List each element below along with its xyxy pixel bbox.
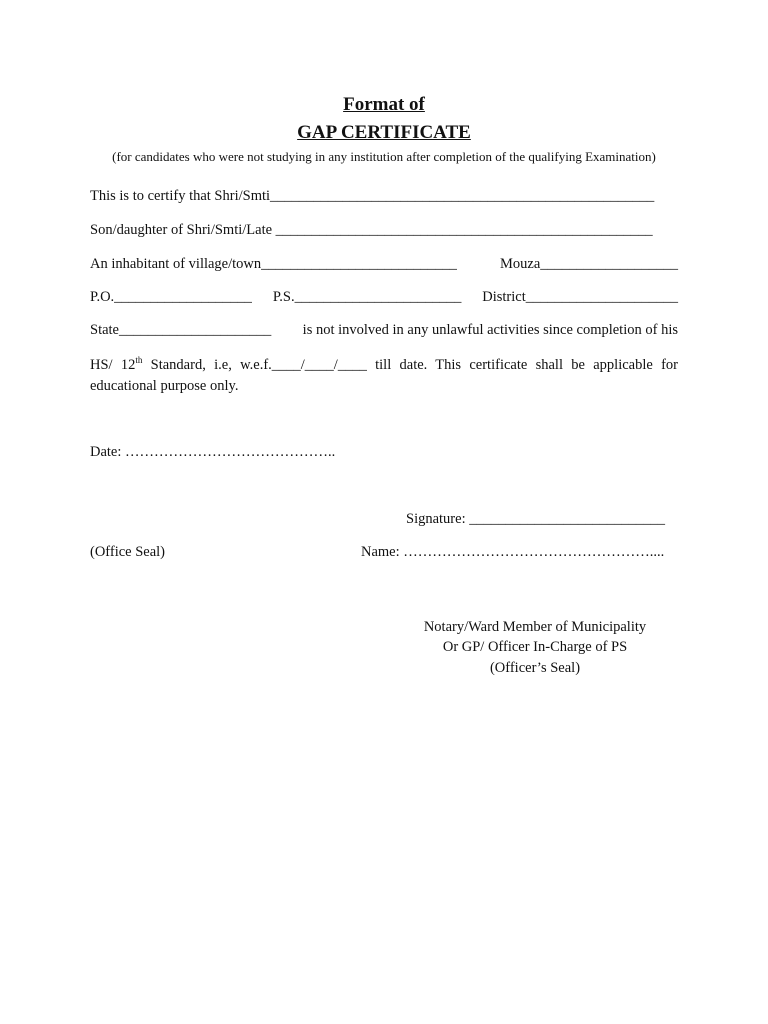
subtitle: (for candidates who were not studying in any institution after completion of the qualifying Examination) — [112, 149, 656, 164]
po-ps-district-line — [90, 289, 678, 306]
village-town-field: An inhabitant of village/town___________________________ — [90, 256, 457, 272]
officer-seal-label: (Officer’s Seal) — [489, 660, 581, 676]
certify-line: This is to certify that Shri/Smti_____________________________________________________ — [90, 188, 655, 204]
superscript-th: th — [135, 355, 143, 366]
hs-text: HS/ 12 — [90, 357, 136, 373]
standard-rest-text: Standard, i.e, w.e.f.____/____/____ till date. This certificate shall be applicable for educational purpose only. — [90, 357, 678, 394]
name-line: Name: …………………………………………….... — [361, 544, 665, 560]
office-seal-label: (Office Seal) — [90, 544, 166, 560]
title-gap-certificate: GAP CERTIFICATE — [297, 122, 471, 143]
po-field: P.O.___________________ — [90, 289, 252, 305]
authority-line-2: Or GP/ Officer In-Charge of PS — [442, 639, 628, 655]
mouza-field: Mouza___________________ — [499, 256, 678, 272]
ps-field: P.S._______________________ — [272, 289, 462, 305]
state-field: State_____________________ — [90, 322, 272, 338]
state-line — [90, 322, 678, 339]
title-format-of: Format of — [343, 94, 425, 115]
state-rest-text: is not involved in any unlawful activities since completion of his — [302, 322, 678, 338]
district-field: District_____________________ — [482, 289, 678, 305]
inhabitant-line — [90, 256, 678, 273]
standard-paragraph — [90, 355, 678, 397]
authority-line-1: Notary/Ward Member of Municipality — [423, 619, 647, 635]
signature-line: Signature: ___________________________ — [406, 511, 665, 527]
date-line: Date: …………………………………….. — [90, 444, 336, 460]
son-daughter-line: Son/daughter of Shri/Smti/Late ____________________________________________________ — [90, 222, 653, 238]
